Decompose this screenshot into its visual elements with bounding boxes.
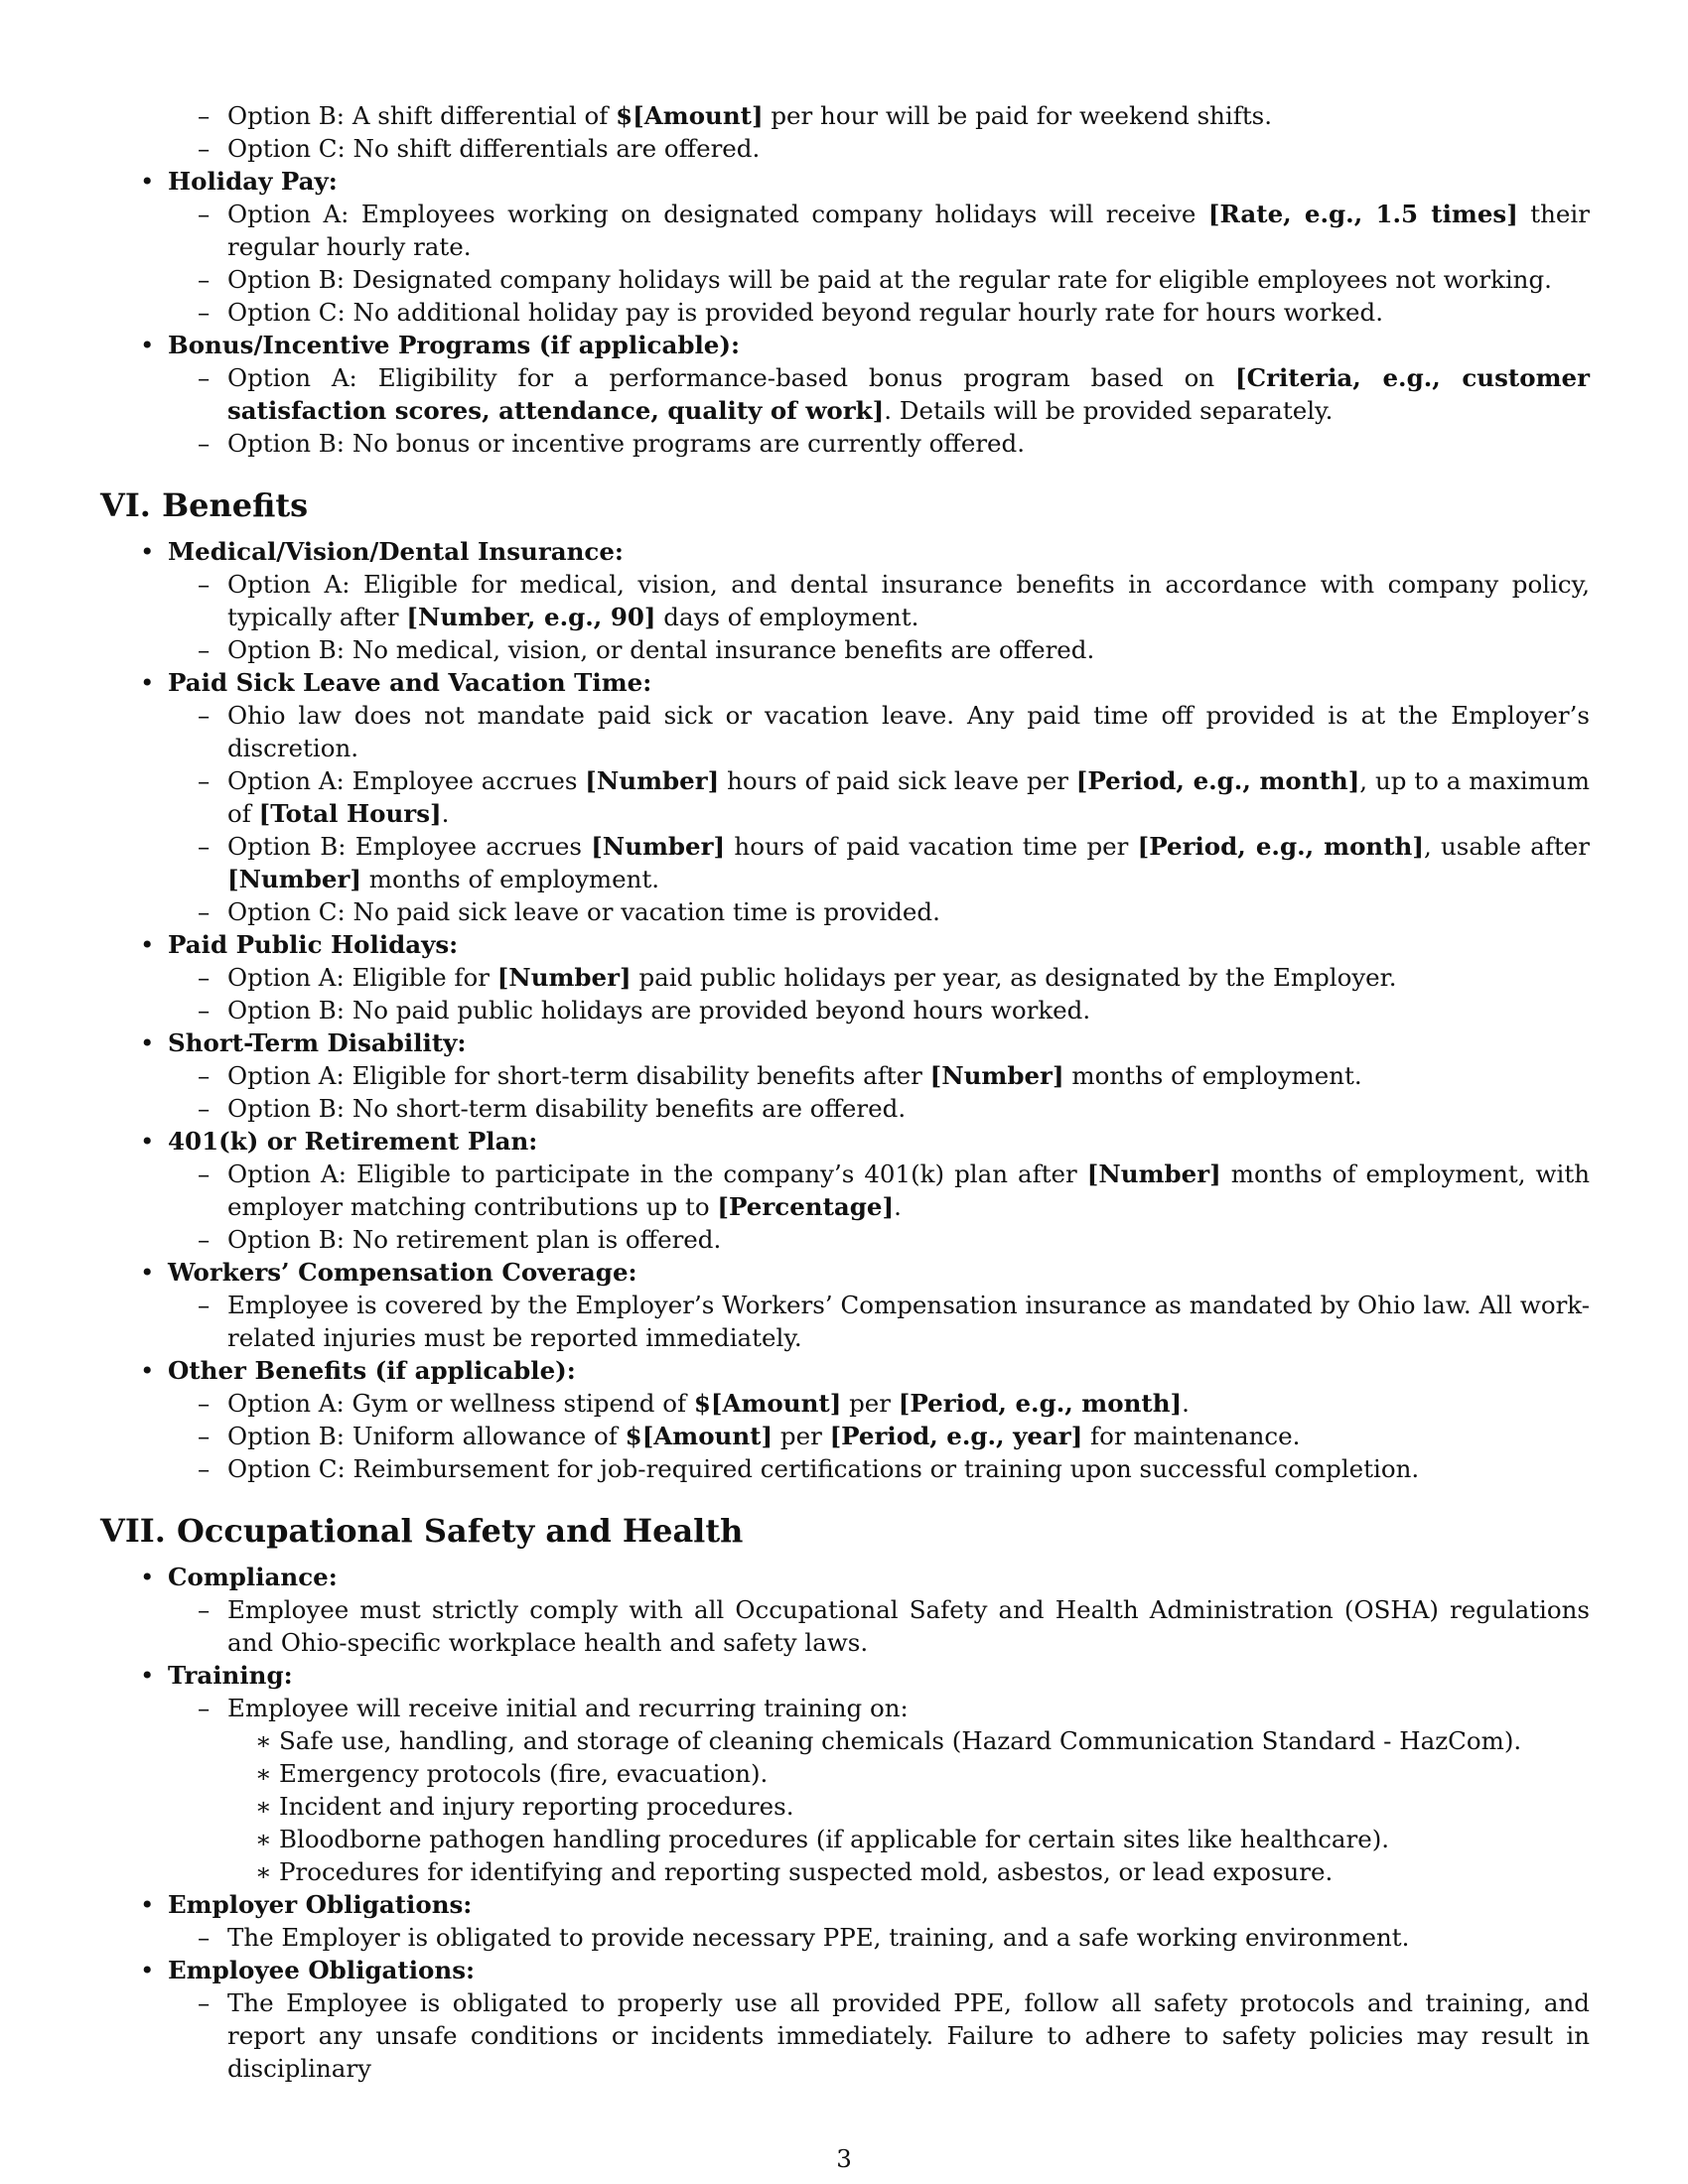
- dash-icon: –: [198, 429, 211, 458]
- option-item: [100, 830, 1590, 895]
- option-text: Ohio law does not mandate paid sick or vacation leave. Any paid time off provided is at the Employer’s discretion.: [227, 701, 1590, 762]
- training-topic-text: Safe use, handling, and storage of cleaning chemicals (Hazard Communication Standard - HazCom).: [279, 1726, 1522, 1755]
- document-page: [100, 99, 1590, 2085]
- dash-icon: –: [198, 200, 211, 228]
- list-item: [100, 1256, 1590, 1289]
- training-topic-item: [100, 1790, 1590, 1823]
- item-label: Paid Public Holidays:: [168, 930, 459, 959]
- option-text: Option B: A shift differential of: [227, 101, 617, 130]
- list-item: [100, 928, 1590, 961]
- option-item: [100, 427, 1590, 460]
- star-icon: ∗: [255, 1726, 272, 1755]
- bullet-icon: •: [140, 537, 155, 566]
- option-text: per hour will be paid for weekend shifts.: [763, 101, 1273, 130]
- bullet-icon: •: [140, 1356, 155, 1385]
- star-icon: ∗: [255, 1759, 272, 1788]
- option-text: Option A: Employee accrues: [227, 766, 586, 795]
- option-placeholder: [Total Hours]: [258, 799, 442, 828]
- option-item: [100, 1420, 1590, 1452]
- training-topic-text: Emergency protocols (fire, evacuation).: [279, 1759, 769, 1788]
- option-text: their regular hourly rate.: [227, 200, 1590, 261]
- bullet-icon: •: [140, 1127, 155, 1156]
- bullet-icon: •: [140, 1563, 155, 1591]
- list-item: [100, 1354, 1590, 1387]
- dash-icon: –: [198, 1225, 211, 1254]
- option-text: , usable after: [1423, 832, 1591, 861]
- bullet-icon: •: [140, 668, 155, 697]
- option-item: [100, 361, 1590, 427]
- item-label: 401(k) or Retirement Plan:: [168, 1127, 538, 1156]
- dash-icon: –: [198, 1422, 211, 1450]
- bullet-icon: •: [140, 167, 155, 196]
- option-text: per: [773, 1422, 830, 1450]
- compliance-item: [100, 1561, 1590, 1593]
- option-text: Option B: No bonus or incentive programs are currently offered.: [227, 429, 1026, 458]
- bullet-icon: •: [140, 1956, 155, 1984]
- dash-icon: –: [198, 1988, 211, 2017]
- employer-obligations-text: The Employer is obligated to provide necessary PPE, training, and a safe working environment.: [227, 1923, 1410, 1952]
- dash-icon: –: [198, 701, 211, 730]
- benefits-list: [100, 535, 1590, 1485]
- option-text: hours of paid sick leave per: [719, 766, 1076, 795]
- pay-section-continued: [100, 99, 1590, 460]
- employer-obligations-item: [100, 1888, 1590, 1921]
- dash-icon: –: [198, 265, 211, 294]
- compliance-text: Employee must strictly comply with all Occupational Safety and Health Administration (OSHA) regulations and Ohio-specific workplace health and safety laws.: [227, 1595, 1590, 1657]
- training-topic-item: [100, 1855, 1590, 1888]
- option-text: Option B: No medical, vision, or dental insurance benefits are offered.: [227, 635, 1095, 664]
- option-text: Option A: Eligible for: [227, 963, 497, 992]
- dash-icon: –: [198, 832, 211, 861]
- option-item: [100, 1387, 1590, 1420]
- dash-icon: –: [198, 996, 211, 1024]
- dash-icon: –: [198, 1094, 211, 1123]
- item-label: Bonus/Incentive Programs (if applicable):: [168, 331, 740, 359]
- star-icon: ∗: [255, 1857, 272, 1886]
- option-item: [100, 1059, 1590, 1092]
- training-topic-item: [100, 1724, 1590, 1757]
- option-item: [100, 895, 1590, 928]
- option-text: Option C: No paid sick leave or vacation time is provided.: [227, 897, 940, 926]
- item-label: Holiday Pay:: [168, 167, 338, 196]
- option-text: Option B: No paid public holidays are provided beyond hours worked.: [227, 996, 1091, 1024]
- safety-list: [100, 1561, 1590, 2085]
- item-label: Short-Term Disability:: [168, 1028, 467, 1057]
- option-placeholder: [Period, e.g., month]: [898, 1389, 1183, 1418]
- page-number: 3: [836, 2144, 852, 2173]
- employee-obligations-label: Employee Obligations:: [168, 1956, 476, 1984]
- option-text: . Details will be provided separately.: [884, 396, 1334, 425]
- employee-obligations-item: [100, 1954, 1590, 1986]
- option-text: Employee is covered by the Employer’s Workers’ Compensation insurance as mandated by Ohio law. All work-related injuries must be reported immediately.: [227, 1291, 1590, 1352]
- dash-icon: –: [198, 1923, 211, 1952]
- option-placeholder: [Period, e.g., month]: [1137, 832, 1424, 861]
- bullet-icon: •: [140, 1890, 155, 1919]
- option-text: Option B: Designated company holidays will be paid at the regular rate for eligible employees not working.: [227, 265, 1552, 294]
- dash-icon: –: [198, 101, 211, 130]
- dash-icon: –: [198, 1389, 211, 1418]
- bullet-icon: •: [140, 331, 155, 359]
- option-text: per: [841, 1389, 899, 1418]
- option-text: Option C: No shift differentials are offered.: [227, 134, 761, 163]
- dash-icon: –: [198, 134, 211, 163]
- list-item: [100, 165, 1590, 198]
- option-placeholder: [Criteria, e.g., customer satisfaction scores, attendance, quality of work]: [227, 363, 1590, 425]
- training-intro-item: [100, 1692, 1590, 1724]
- employee-obligations-text: The Employee is obligated to properly use all provided PPE, follow all safety protocols and training, and report any unsafe conditions or incidents immediately. Failure to adhere to safety policies may result in disciplinary: [227, 1988, 1590, 2083]
- option-placeholder: [Rate, e.g., 1.5 times]: [1207, 200, 1518, 228]
- dash-icon: –: [198, 1160, 211, 1188]
- option-placeholder: [Number]: [496, 963, 632, 992]
- item-label: Medical/Vision/Dental Insurance:: [168, 537, 624, 566]
- dash-icon: –: [198, 1694, 211, 1722]
- option-placeholder: [Period, e.g., year]: [829, 1422, 1083, 1450]
- shift-differential-options: [100, 99, 1590, 165]
- list-item: [100, 666, 1590, 699]
- option-item: [100, 961, 1590, 994]
- list-item: [100, 329, 1590, 361]
- option-text: Option C: No additional holiday pay is provided beyond regular hourly rate for hours worked.: [227, 298, 1384, 327]
- option-text: Option B: No short-term disability benefits are offered.: [227, 1094, 907, 1123]
- option-placeholder: [Period, e.g., month]: [1075, 766, 1360, 795]
- dash-icon: –: [198, 363, 211, 392]
- star-icon: ∗: [255, 1792, 272, 1821]
- option-text: Option A: Eligible to participate in the company’s 401(k) plan after: [227, 1160, 1087, 1188]
- dash-icon: –: [198, 963, 211, 992]
- option-placeholder: [Number]: [929, 1061, 1064, 1090]
- option-placeholder: [Number]: [227, 865, 361, 893]
- option-text: hours of paid vacation time per: [725, 832, 1138, 861]
- option-text: paid public holidays per year, as designated by the Employer.: [631, 963, 1397, 992]
- option-text: Option B: Employee accrues: [227, 832, 592, 861]
- option-text: Option B: No retirement plan is offered.: [227, 1225, 722, 1254]
- dash-icon: –: [198, 1595, 211, 1624]
- training-topic-text: Procedures for identifying and reporting suspected mold, asbestos, or lead exposure.: [279, 1857, 1334, 1886]
- bullet-icon: •: [140, 1028, 155, 1057]
- dash-icon: –: [198, 1454, 211, 1483]
- training-topics: [100, 1724, 1590, 1888]
- pay-items: [100, 165, 1590, 460]
- training-label: Training:: [168, 1661, 293, 1690]
- dash-icon: –: [198, 570, 211, 599]
- option-item: [100, 1092, 1590, 1125]
- item-label: Other Benefits (if applicable):: [168, 1356, 576, 1385]
- star-icon: ∗: [255, 1825, 272, 1853]
- option-item: [100, 1289, 1590, 1354]
- safety-heading: VII. Occupational Safety and Health: [100, 1512, 744, 1550]
- dash-icon: –: [198, 897, 211, 926]
- option-text: Option A: Employees working on designated company holidays will receive: [227, 200, 1208, 228]
- option-item: [100, 1158, 1590, 1223]
- employee-obligations-text-item: [100, 1986, 1590, 2085]
- compliance-text-item: [100, 1593, 1590, 1659]
- training-intro: Employee will receive initial and recurring training on:: [227, 1694, 909, 1722]
- option-placeholder: $[Amount]: [625, 1422, 774, 1450]
- option-placeholder: $[Amount]: [693, 1389, 842, 1418]
- option-placeholder: [Number]: [585, 766, 720, 795]
- option-item: [100, 568, 1590, 633]
- option-text: Option C: Reimbursement for job-required certifications or training upon successful completion.: [227, 1454, 1420, 1483]
- bullet-icon: •: [140, 1661, 155, 1690]
- option-item: [100, 263, 1590, 296]
- option-item: [100, 296, 1590, 329]
- list-item: [100, 1125, 1590, 1158]
- option-text: Option A: Eligible for medical, vision, and dental insurance benefits in accordance with company policy, typically after: [227, 570, 1590, 631]
- option-text: .: [441, 799, 450, 828]
- option-placeholder: [Number]: [591, 832, 726, 861]
- option-item: [100, 1452, 1590, 1485]
- training-topic-item: [100, 1823, 1590, 1855]
- training-topic-text: Bloodborne pathogen handling procedures (if applicable for certain sites like healthcare).: [279, 1825, 1390, 1853]
- bullet-icon: •: [140, 1258, 155, 1287]
- training-topic-text: Incident and injury reporting procedures.: [279, 1792, 794, 1821]
- option-text: months of employment, with employer matching contributions up to: [227, 1160, 1590, 1221]
- item-label: Paid Sick Leave and Vacation Time:: [168, 668, 652, 697]
- option-item: [100, 633, 1590, 666]
- employer-obligations-text-item: [100, 1921, 1590, 1954]
- dash-icon: –: [198, 635, 211, 664]
- shift-option-item: [100, 99, 1590, 132]
- dash-icon: –: [198, 298, 211, 327]
- compliance-label: Compliance:: [168, 1563, 338, 1591]
- dash-icon: –: [198, 1061, 211, 1090]
- option-text: Option A: Eligibility for a performance-based bonus program based on: [227, 363, 1235, 392]
- option-text: Option A: Gym or wellness stipend of: [227, 1389, 694, 1418]
- option-item: [100, 699, 1590, 764]
- option-placeholder: [Percentage]: [717, 1192, 895, 1221]
- option-text: , up to a maximum of: [227, 766, 1591, 828]
- option-placeholder: $[Amount]: [616, 101, 764, 130]
- training-topic-item: [100, 1757, 1590, 1790]
- option-text: Option A: Eligible for short-term disability benefits after: [227, 1061, 930, 1090]
- bullet-icon: •: [140, 930, 155, 959]
- option-text: months of employment.: [360, 865, 660, 893]
- option-text: .: [1182, 1389, 1190, 1418]
- dash-icon: –: [198, 766, 211, 795]
- option-text: Option B: Uniform allowance of: [227, 1422, 626, 1450]
- option-item: [100, 764, 1590, 830]
- option-placeholder: [Number, e.g., 90]: [406, 603, 656, 631]
- list-item: [100, 535, 1590, 568]
- benefits-heading: VI. Benefits: [100, 486, 309, 524]
- shift-option-item: [100, 132, 1590, 165]
- option-text: days of employment.: [655, 603, 919, 631]
- employer-obligations-label: Employer Obligations:: [168, 1890, 473, 1919]
- dash-icon: –: [198, 1291, 211, 1319]
- option-text: .: [894, 1192, 902, 1221]
- option-text: for maintenance.: [1082, 1422, 1301, 1450]
- training-item: [100, 1659, 1590, 1692]
- option-item: [100, 198, 1590, 263]
- list-item: [100, 1026, 1590, 1059]
- option-text: months of employment.: [1063, 1061, 1362, 1090]
- option-item: [100, 1223, 1590, 1256]
- option-item: [100, 994, 1590, 1026]
- item-label: Workers’ Compensation Coverage:: [168, 1258, 637, 1287]
- option-placeholder: [Number]: [1086, 1160, 1221, 1188]
